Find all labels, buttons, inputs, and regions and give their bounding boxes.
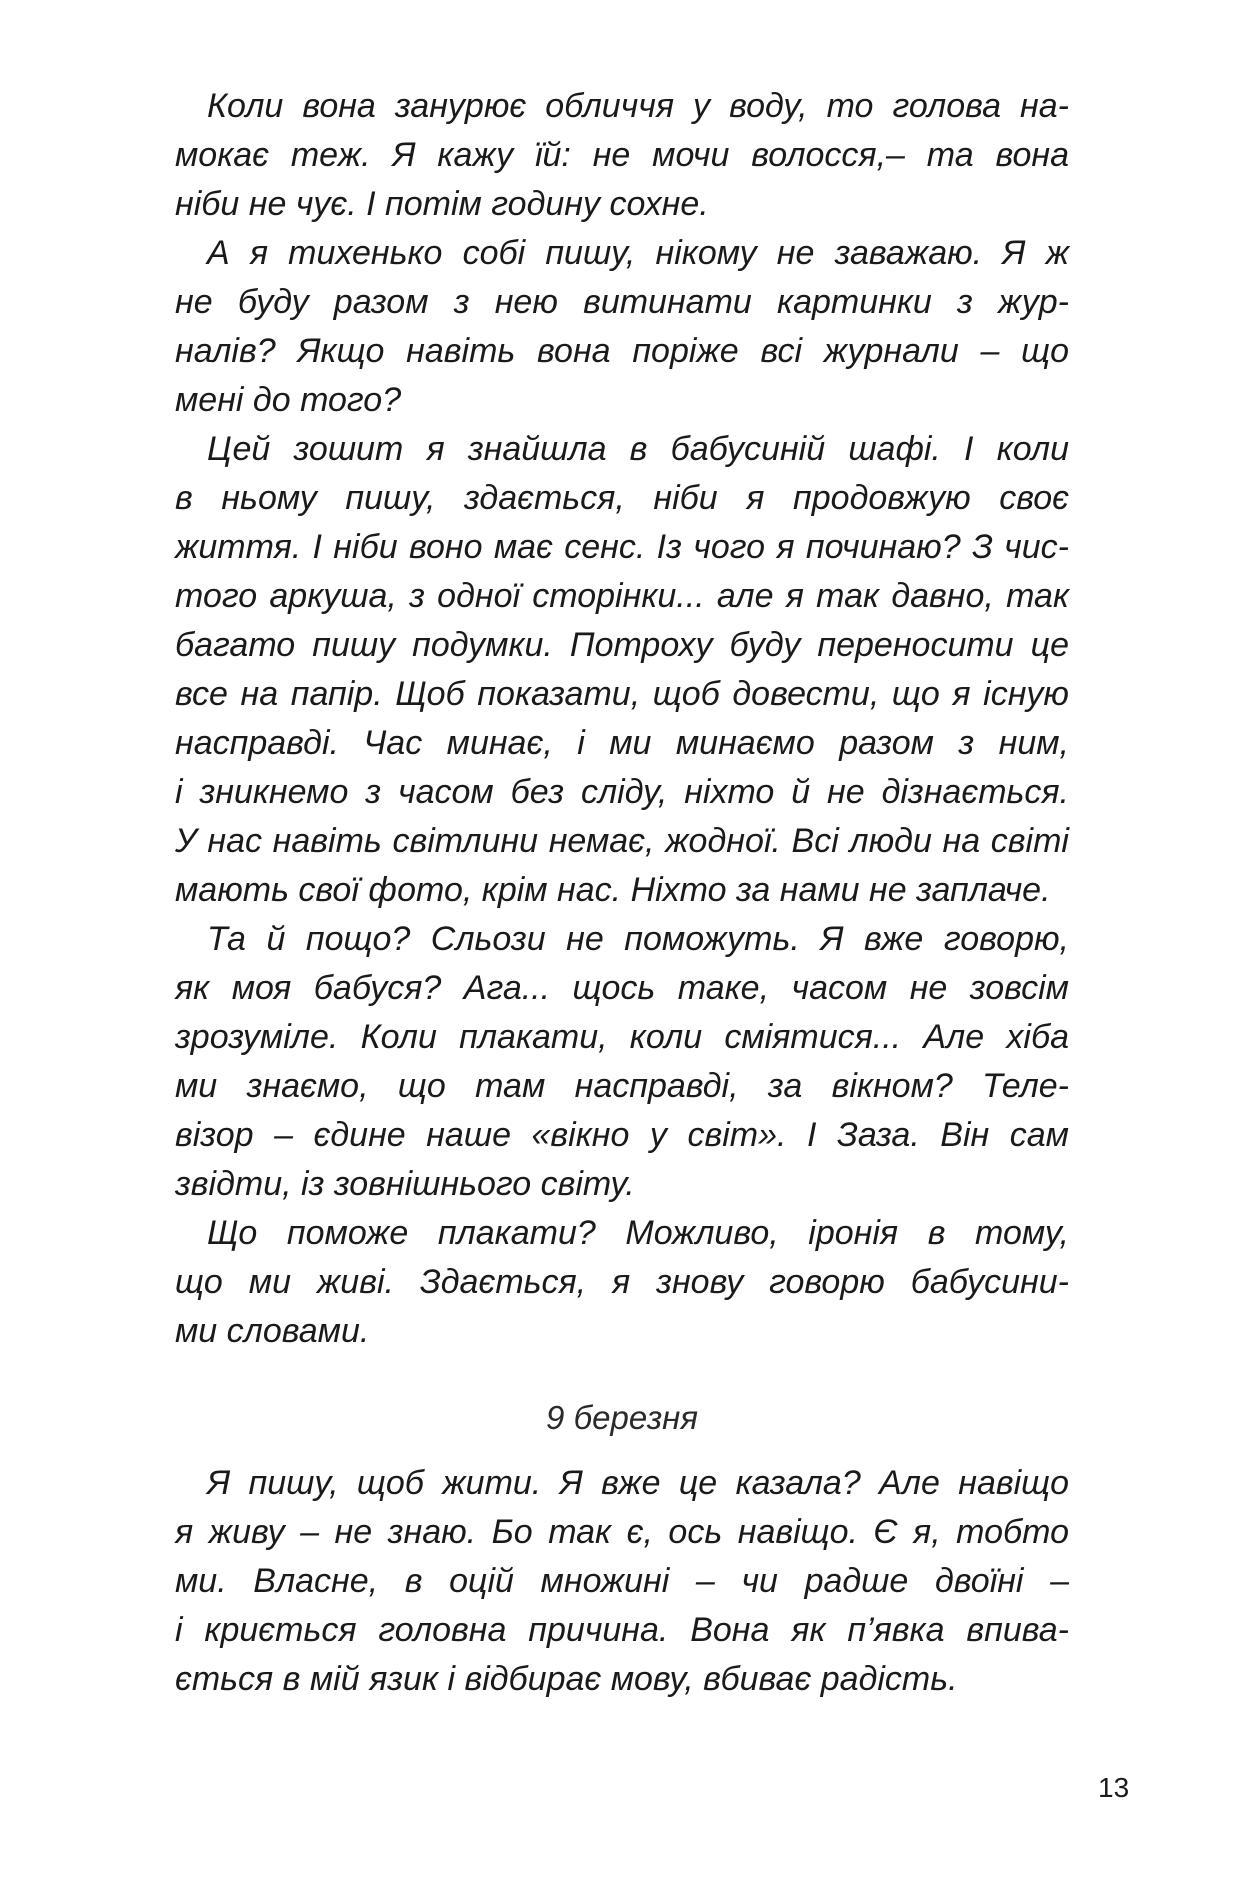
- text-line: ми знаємо, що там насправді, за вікном? Теле-: [175, 1067, 1069, 1105]
- text-line: що ми живі. Здається, я знову говорю бабусини-: [175, 1263, 1069, 1301]
- text-line: і зникнемо з часом без сліду, ніхто й не дізнається.: [175, 773, 1069, 811]
- text-line: Що поможе плакати? Можливо, іронія в тому,: [207, 1214, 1069, 1252]
- text-line: візор – єдине наше «вікно у світ». І Заза. Він сам: [175, 1116, 1069, 1154]
- text-line: Коли вона занурює обличчя у воду, то голова на-: [207, 87, 1069, 125]
- text-line: в ньому пишу, здається, ніби я продовжую своє: [175, 479, 1069, 517]
- page-number: 13: [1098, 1772, 1130, 1803]
- text-line: налів? Якщо навіть вона поріже всі журнали – що: [175, 332, 1069, 370]
- text-line: Та й пощо? Сльози не поможуть. Я вже говорю,: [207, 920, 1069, 958]
- body-text-after-date: [175, 1459, 1069, 1704]
- text-line: багато пишу подумки. Потроху буду переносити це: [175, 626, 1069, 664]
- text-line: насправді. Час минає, і ми минаємо разом з ним,: [175, 724, 1069, 762]
- text-line: того аркуша, з одної сторінки... але я так давно, так: [175, 577, 1069, 615]
- text-line: Я пишу, щоб жити. Я вже це казала? Але навіщо: [207, 1464, 1069, 1502]
- text-line: У нас навіть світлини немає, жодної. Всі люди на світі: [175, 822, 1069, 860]
- text-line: А я тихенько собі пишу, нікому не заважаю. Я ж: [207, 234, 1069, 272]
- text-line: життя. І ніби воно має сенс. Із чого я починаю? З чис-: [175, 528, 1069, 566]
- body-text-before-date: [175, 82, 1069, 1356]
- text-line: не буду разом з нею витинати картинки з жур-: [175, 283, 1069, 321]
- text-line: зрозуміле. Коли плакати, коли сміятися... Але хіба: [175, 1018, 1069, 1056]
- text-line: звідти, із зовнішнього світу.: [175, 1165, 635, 1203]
- text-line: Цей зошит я знайшла в бабусиній шафі. І коли: [207, 430, 1069, 468]
- text-line: мені до того?: [175, 381, 402, 419]
- text-line: ми словами.: [175, 1312, 370, 1350]
- date-heading: 9 березня: [546, 1399, 698, 1436]
- text-line: мають свої фото, крім нас. Ніхто за нами не заплаче.: [175, 871, 1051, 909]
- text-line: як моя бабуся? Ага... щось таке, часом не зовсім: [175, 969, 1069, 1007]
- text-line: і криється головна причина. Вона як п’явка впива-: [175, 1611, 1069, 1649]
- text-line: ніби не чує. І потім годину сохне.: [175, 185, 709, 223]
- text-line: ється в мій язик і відбирає мову, вбиває радість.: [175, 1660, 958, 1698]
- text-line: я живу – не знаю. Бо так є, ось навіщо. Є я, тобто: [175, 1513, 1069, 1551]
- text-line: ми. Власне, в оцій множині – чи радше двоїні –: [175, 1562, 1069, 1600]
- text-line: все на папір. Щоб показати, щоб довести, що я існую: [175, 675, 1069, 713]
- text-line: мокає теж. Я кажу їй: не мочи волосся,– та вона: [175, 136, 1069, 174]
